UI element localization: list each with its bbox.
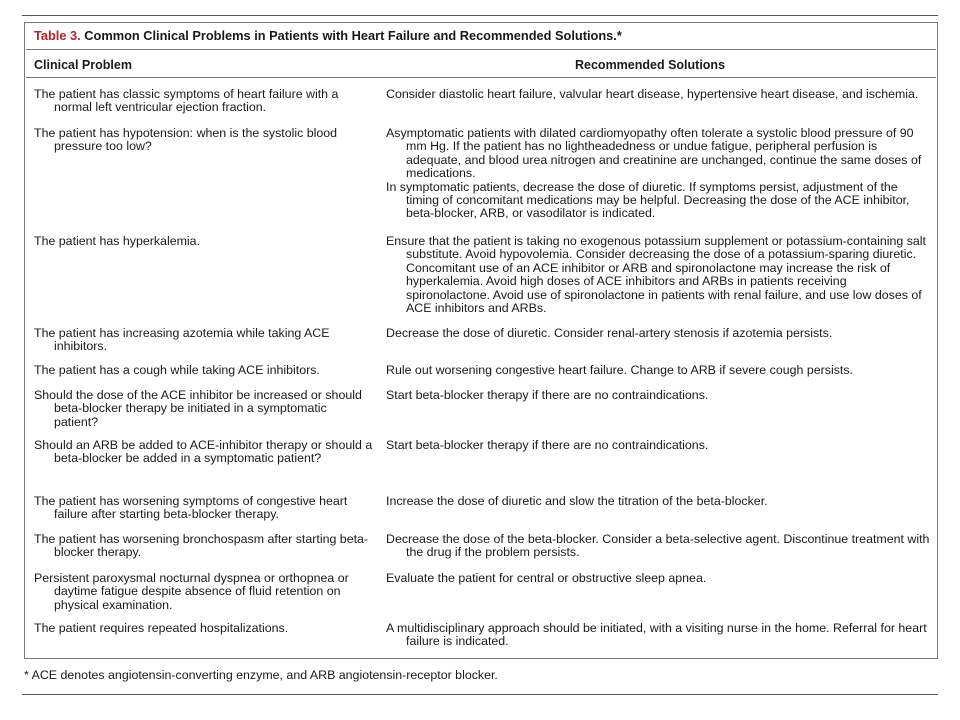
solution-text: Start beta-blocker therapy if there are no contraindications. — [386, 438, 709, 452]
problem-text: The patient has increasing azotemia while taking ACE inhibitors. — [34, 326, 330, 354]
problem-cell — [34, 439, 374, 466]
problem-cell — [34, 495, 374, 522]
solution-text: Decrease the dose of diuretic. Consider renal-artery stenosis if azotemia persists. — [386, 326, 833, 340]
problem-cell — [34, 533, 374, 560]
column-header-clinical-problem: Clinical Problem — [34, 58, 132, 72]
solution-text: Ensure that the patient is taking no exogenous potassium supplement or potassium-containing salt substitute. Avoid hypovolemia. Consider decreasing the dose of a potassium-sparing diuretic. Concomitant use of an ACE inhibitor or ARB and spironolactone may increase the risk of hyperkalemia. Avoid high doses of ACE inhibitors and ARBs in patients receiving spironolactone. Avoid use of spironolactone in patients with renal failure, and use low doses of ACE inhibitors and ARBs. — [386, 234, 927, 316]
solution-text: In symptomatic patients, decrease the dose of diuretic. If symptoms persist, adjustment of the timing of concomitant medications may be helpful. Decreasing the dose of the ACE inhibitor, beta-blocker, ARB, or vasodilator is indicated. — [386, 179, 910, 221]
problem-cell — [34, 364, 374, 377]
solution-text: Asymptomatic patients with dilated cardiomyopathy often tolerate a systolic blood pressure of 90 mm Hg. If the patient has no lightheadedness or undue fatigue, peripheral perfusion is adequate, and blood urea nitrogen and creatinine are unchanged, continue the same doses of medications. — [386, 126, 922, 181]
solution-cell — [386, 235, 931, 315]
problem-text: The patient has hypotension: when is the systolic blood pressure too low? — [34, 126, 338, 154]
problem-text: The patient has a cough while taking ACE inhibitors. — [34, 363, 320, 377]
problem-cell — [34, 622, 374, 635]
solution-text: Consider diastolic heart failure, valvular heart disease, hypertensive heart disease, and ischemia. — [386, 87, 919, 101]
solution-text: Increase the dose of diuretic and slow the titration of the beta-blocker. — [386, 494, 768, 508]
solution-cell — [386, 439, 931, 452]
solution-text: Decrease the dose of the beta-blocker. Consider a beta-selective agent. Discontinue treatment with the drug if the problem persists. — [386, 532, 930, 560]
problem-cell — [34, 127, 374, 154]
solution-cell — [386, 88, 931, 101]
bottom-rule — [22, 694, 938, 695]
footnote: * ACE denotes angiotensin-converting enzyme, and ARB angiotensin-receptor blocker. — [24, 668, 498, 682]
solution-cell — [386, 533, 931, 560]
solution-cell — [386, 364, 931, 377]
problem-text: The patient has hyperkalemia. — [34, 234, 200, 248]
problem-cell — [34, 327, 374, 354]
solution-text: Start beta-blocker therapy if there are no contraindications. — [386, 388, 709, 402]
title-divider — [26, 49, 936, 50]
solution-cell — [386, 389, 931, 402]
problem-cell — [34, 572, 374, 612]
solution-text: Evaluate the patient for central or obstructive sleep apnea. — [386, 571, 707, 585]
problem-text: Should the dose of the ACE inhibitor be increased or should beta-blocker therapy be initiated in a symptomatic patient? — [34, 388, 362, 429]
table-3 — [24, 22, 938, 659]
column-header-recommended-solutions: Recommended Solutions — [575, 58, 726, 72]
problem-text: The patient has classic symptoms of heart failure with a normal left ventricular ejection fraction. — [34, 87, 339, 115]
problem-cell — [34, 235, 374, 248]
table-label: Table 3. — [34, 28, 81, 43]
table-title — [34, 28, 622, 43]
problem-text: The patient has worsening symptoms of congestive heart failure after starting beta-blocker therapy. — [34, 494, 348, 522]
table-title-text: Common Clinical Problems in Patients with Heart Failure and Recommended Solutions.* — [80, 28, 622, 43]
solution-text: Rule out worsening congestive heart failure. Change to ARB if severe cough persists. — [386, 363, 853, 377]
problem-text: The patient requires repeated hospitalizations. — [34, 621, 289, 635]
solution-cell — [386, 622, 931, 649]
problem-text: Persistent paroxysmal nocturnal dyspnea or orthopnea or daytime fatigue despite absence of fluid retention on physical examination. — [34, 571, 349, 612]
solution-cell — [386, 495, 931, 508]
header-divider — [26, 77, 936, 78]
problem-cell — [34, 389, 374, 429]
problem-cell — [34, 88, 374, 115]
solution-text: A multidisciplinary approach should be initiated, with a visiting nurse in the home. Referral for heart failure is indicated. — [386, 621, 927, 649]
problem-text: The patient has worsening bronchospasm after starting beta-blocker therapy. — [34, 532, 369, 560]
problem-text: Should an ARB be added to ACE-inhibitor therapy or should a beta-blocker be added in a symptomatic patient? — [34, 438, 373, 466]
solution-cell — [386, 572, 931, 585]
top-rule — [22, 15, 938, 16]
solution-cell — [386, 327, 931, 340]
solution-cell — [386, 127, 931, 221]
